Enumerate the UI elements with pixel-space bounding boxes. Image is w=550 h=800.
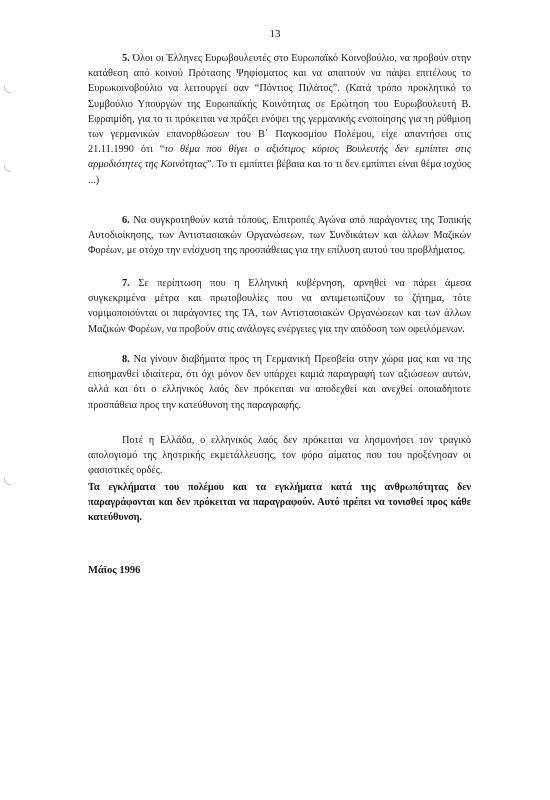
paragraph-number: 7. [122, 278, 130, 289]
paragraph-number: 6. [122, 215, 130, 226]
paragraph-text: Να συγκροτηθούν κατά τόπους, Επιτροπές Αγώνα από παράγοντες της Τοπικής Αυτοδιοίκησης, των Αντιστασιακών Οργανώσεων, των Συνδικάτων και άλλων Μαζικών Φορέων, με στόχο την ενίσχυση της προσπάθειας για την επίλυση αυτού του προβλήματος. [88, 215, 471, 257]
paragraph-7 [88, 276, 471, 337]
binder-hole-mark [4, 86, 11, 93]
paragraph-number: 8. [122, 354, 130, 365]
binder-hole-mark [4, 165, 11, 172]
paragraph-8 [88, 352, 471, 413]
paragraph-5 [88, 51, 471, 188]
quoted-italic-text: το θέμα που θίγει ο αξιότιμος κύριος Βουλευτής δεν εμπίπτει στις αρμοδιότητες της Κοινότητας [88, 144, 471, 171]
paragraph-6 [88, 213, 471, 259]
bold-statement: Τα εγκλήματα του πολέμου και τα εγκλήματα κατά της ανθρωπότητας δεν παραγράφονται και δεν πρόκειται να παραγραφούν. Αυτό πρέπει να τονισθεί προς κάθε κατεύθυνση. [88, 482, 471, 524]
paragraph-text: Όλοι οι Έλληνες Ευρωβουλευτές στο Ευρωπαϊκό Κοινοβούλιο, να προβούν στην κατάθεση από κοινού Πρότασης Ψηφίσματος και να απαιτούν να πάψει επιτέλους το Ευρωκοινοβούλιο να λειτουργεί σαν “Πόντιος Πιλάτος”. (Κατά τρόπο προκλητικό το Συμβούλιο Υπουργών της Ευρωπαϊκής Κοινότητας σε Ερώτηση του Ευρωβουλευτή Β. Εφραιμίδη, για το τι πρόκειται να πράξει ενόψει της γερμανικής ενοποίησης για τη ρύθμιση των γερμανικών επανορθώσεων του Β΄ Παγκοσμίου Πολέμου, είχε απαντήσει στις 21.11.1990 ότι “ [88, 53, 471, 156]
document-date: Μάϊος 1996 [88, 565, 141, 576]
paragraph-text: Σε περίπτωση που η Ελληνική κυβέρνηση, αρνηθεί να πάρει άμεσα συγκεκριμένα μέτρα και πρωτοβουλίες που να αντιμετωπίζουν το ζήτημα, τότε νομιμοποιούνται οι παράγοντες της ΤΑ, των Αντιστασιακών Οργανώσεων και των άλλων Μαζικών Φορέων, να προβούν στις ανάλογες ενέργειες για την απόδοση των οφειλόμενων. [88, 278, 471, 335]
closing-paragraph: Ποτέ η Ελλάδα, ο ελληνικός λαός δεν πρόκειται να λησμονήσει τον τραγικό απολογισμό της ληστρικής εκμετάλλευσης, τον φόρο αίματος που του προξένησαν οι φασιστικές ορδές. [88, 435, 471, 477]
page-number: 13 [269, 28, 281, 40]
binder-hole-mark [4, 478, 11, 485]
paragraph-text-end: ”. Το τι εμπίπτει βέβαια και το τι δεν εμπίπτει είναι θέμα ισχύος ...) [88, 159, 471, 186]
paragraph-number: 5. [122, 53, 130, 64]
paragraph-text: Να γίνουν διαβήματα προς τη Γερμανική Πρεσβεία στην χώρα μας και να της επισημανθεί ιδιαίτερα, ότι όχι μόνον δεν υπάρχει καμιά παραγραφή των αξιώσεων αυτών, αλλά και ότι ο ελληνικός λαός δεν πρόκειται να αποδεχθεί και ανεχθεί οποιαδήποτε προσπάθεια προς την κατεύθυνση της παραγραφής. [88, 354, 471, 411]
